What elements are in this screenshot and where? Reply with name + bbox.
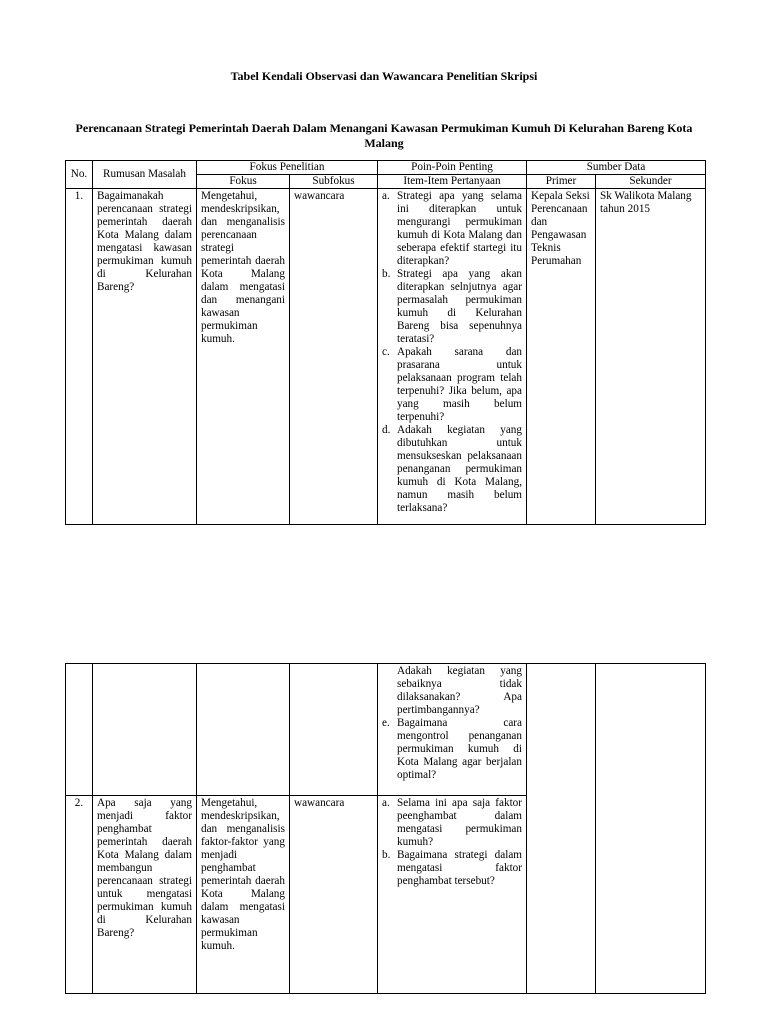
row-number: 1. [66, 189, 93, 525]
question-item: b. Strategi apa yang akan diterapkan selnjutnya agar permasalah permukiman kumuh di Kelurahan Bareng bisa sepenuhnya teratasi? [382, 268, 522, 345]
header-subfokus: Subfokus [290, 175, 378, 189]
question-item: Adakah kegiatan yang sebaiknya tidak dilaksanakan? Apa pertimbangannya? [397, 665, 522, 716]
document-title: Tabel Kendali Observasi dan Wawancara Penelitian Skripsi [230, 69, 538, 83]
primer-cell: Kepala Seksi Perencanaan dan Pengawasan Teknis Perumahan [527, 189, 596, 525]
fokus-cell [197, 664, 290, 796]
questions-cell [378, 664, 527, 796]
table-row [66, 189, 706, 525]
question-list [382, 797, 522, 888]
subfokus-cell [290, 664, 378, 796]
rumusan-masalah-cell: Apa saja yang menjadi faktor penghambat pemerintah daerah Kota Malang dalam membangun perencanaan strategi untuk mengatasi permukiman kumuh di Kelurahan Bareng? [93, 796, 197, 994]
row-number [66, 664, 93, 796]
row-number: 2. [66, 796, 93, 994]
table-row [66, 664, 706, 796]
question-list [382, 665, 522, 782]
header-no: No. [66, 161, 93, 189]
question-item: c. Apakah sarana dan prasarana untuk pelaksanaan program telah terpenuhi? Jika belum, apa yang masih belum terpenuhi? [382, 346, 522, 423]
questions-cell [378, 796, 527, 994]
question-item: e. Bagaimana cara mengontrol penanganan permukiman kumuh di Kota Malang agar berjalan optimal? [382, 717, 522, 781]
question-item: b. Bagaimana strategi dalam mengatasi faktor penghambat tersebut? [382, 849, 522, 887]
fokus-cell: Mengetahui, mendeskripsikan, dan menganalisis perencanaan strategi pemerintah daerah Kota Malang dalam mengatasi dan menangani kawasan permukiman kumuh. [197, 189, 290, 525]
header-rumusan-masalah: Rumusan Masalah [93, 161, 197, 189]
rumusan-masalah-cell [93, 664, 197, 796]
header-sekunder: Sekunder [596, 175, 706, 189]
header-sumber-data: Sumber Data [527, 161, 706, 175]
header-fokus: Fokus [197, 175, 290, 189]
observation-table [65, 160, 706, 525]
header-fokus-penelitian: Fokus Penelitian [197, 161, 378, 175]
subfokus-cell: wawancara [290, 189, 378, 525]
rumusan-masalah-cell: Bagaimanakah perencanaan strategi pemerintah daerah Kota Malang dalam mengatasi kawasan permukiman kumuh di Kelurahan Bareng? [93, 189, 197, 525]
primer-cell [527, 664, 596, 994]
sekunder-cell: Sk Walikota Malang tahun 2015 [596, 189, 706, 525]
subfokus-cell: wawancara [290, 796, 378, 994]
observation-table-continued [65, 663, 706, 994]
question-item: a. Strategi apa yang selama ini diterapkan untuk mengurangi permukiman kumuh di Kota Malang dan seberapa efektif startegi itu diterapkan? [382, 190, 522, 267]
questions-cell [378, 189, 527, 525]
sekunder-cell [596, 664, 706, 994]
document-subtitle: Perencanaan Strategi Pemerintah Daerah Dalam Menangani Kawasan Permukiman Kumuh Di Kelurahan Bareng Kota Malang [75, 121, 693, 150]
question-item: d. Adakah kegiatan yang dibutuhkan untuk mensukseskan pelaksanaan penanganan permukiman kumuh di Kota Malang, namun masih belum terlaksana? [382, 424, 522, 514]
fokus-cell: Mengetahui, mendeskripsikan, dan menganalisis faktor-faktor yang menjadi penghambat pemerintah daerah Kota Malang dalam mengatasi kawasan permukiman kumuh. [197, 796, 290, 994]
header-item-pertanyaan: Item-Item Pertanyaan [378, 175, 527, 189]
header-primer: Primer [527, 175, 596, 189]
question-item: a. Selama ini apa saja faktor peenghambat dalam mengatasi permukiman kumuh? [382, 797, 522, 848]
header-poin-penting: Poin-Poin Penting [378, 161, 527, 175]
question-list [382, 190, 522, 515]
